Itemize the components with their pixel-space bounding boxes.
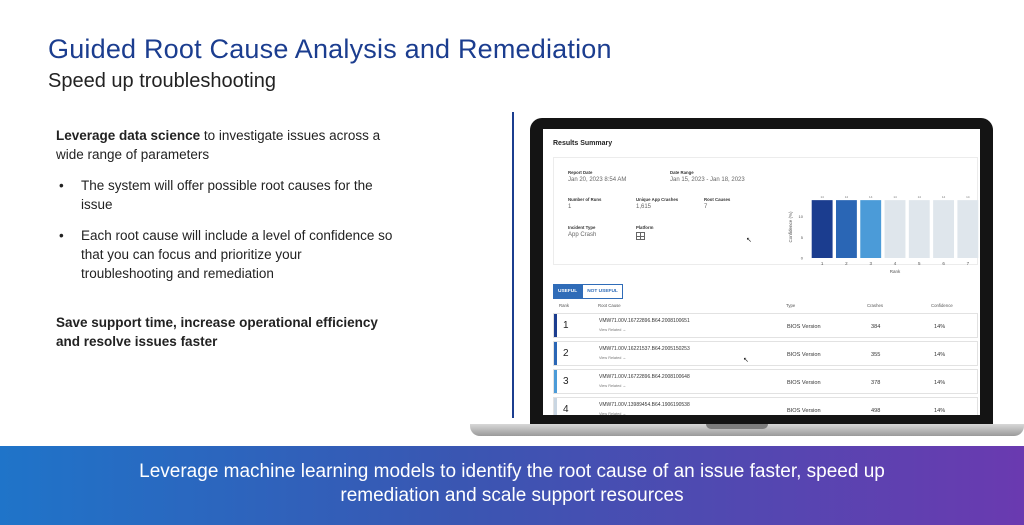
tab-useful[interactable]: USEFUL [553,284,582,299]
bullet-item: • Each root cause will include a level of confidence so that you can focus and prioritize your troubleshooting and remediation [56,226,396,283]
crashes-value: 355 [871,352,881,358]
col-crashes: Crashes [867,303,884,308]
x-tick-label: 1 [820,261,824,266]
view-related-link[interactable]: View Related → [599,412,627,415]
incident-type-field [568,225,596,238]
chart-bar [957,200,978,258]
page-title: Guided Root Cause Analysis and Remediation [48,34,612,64]
platform-label: Platform [636,225,654,230]
crashes-value: 378 [871,380,881,386]
x-tick-label: 6 [942,261,945,266]
lead-paragraph [56,126,396,164]
table-header [553,303,978,311]
col-type: Type [786,303,796,308]
save-statement: Save support time, increase operational efficiency and resolve issues faster [56,315,378,349]
bar-data-label: 14 [941,195,946,200]
chart-bar [836,200,857,258]
divider-line [512,112,514,418]
bar-data-label: 14 [869,195,873,200]
report-date-field [568,170,626,183]
laptop-mockup [530,118,993,424]
view-related-link[interactable]: View Related → [599,384,627,388]
table-row[interactable] [553,397,978,415]
date-range-value: Jan 15, 2023 - Jan 18, 2023 [670,177,745,183]
runs-label: Number of Runs [568,197,602,202]
crashes-value: 498 [871,408,881,414]
chart-bar [812,200,833,258]
date-range-label: Date Range [670,170,694,175]
mouse-cursor-icon: ↖ [743,357,749,364]
root-causes-value: 7 [704,204,708,210]
x-tick-label: 7 [966,261,970,266]
rank-number: 4 [563,404,569,415]
confidence-value: 14% [934,324,946,330]
rank-color-bar [554,342,557,365]
bar-data-label: 14 [844,195,849,200]
laptop-screen [543,129,980,415]
crashes-value: 384 [871,324,881,330]
bar-data-label: 14 [893,195,897,200]
x-tick-label: 2 [845,261,848,266]
chart-bar [860,200,881,258]
view-related-link[interactable]: View Related → [599,356,627,360]
x-axis-label: Rank [889,269,901,274]
rank-color-bar [554,398,557,415]
confidence-value: 14% [934,408,946,414]
rank-number: 3 [563,376,569,387]
feature-description [56,126,396,351]
bar-data-label: 14 [820,195,824,200]
unique-crashes-label: Unique App Crashes [636,197,679,202]
col-confidence: Confidence [931,303,953,308]
report-date-label: Report Date [568,170,593,175]
bottom-banner [0,446,1024,525]
page-subtitle: Speed up troubleshooting [48,70,276,92]
y-tick-label: 10 [798,214,803,220]
col-rank: Rank [559,303,570,308]
usefulness-tabs [553,284,623,299]
type-value: BIOS Version [787,408,821,414]
bullet-list [56,176,396,283]
bar-data-label: 14 [917,195,921,200]
view-related-link[interactable]: View Related → [599,328,627,332]
summary-panel [553,157,978,274]
banner-text [40,460,984,508]
type-value: BIOS Version [787,380,821,386]
rank-color-bar [554,314,557,337]
rank-number: 2 [563,348,569,359]
root-cause-value: VMW71.00V.16722896.B64.2008100651 [599,318,690,324]
y-tick-label: 0 [800,255,803,261]
banner-line-1: Leverage machine learning models to identify the root cause of an issue faster, speed up [139,461,885,482]
mouse-cursor-icon: ↖ [746,237,752,244]
table-row[interactable] [553,369,978,394]
root-cause-value: VMW71.00V.13989454.B64.1906190538 [599,402,690,408]
y-tick-label: 5 [800,234,803,240]
rank-color-bar [554,370,557,393]
chart-bar [885,200,906,258]
y-axis-label: Confidence (%) [788,211,793,243]
platform-field [636,225,653,242]
date-range-field [670,170,745,183]
root-causes-label: Root Causes [704,197,731,202]
confidence-value: 14% [934,352,946,358]
lead-bold: Leverage data science [56,128,201,143]
unique-crashes-field [636,197,678,210]
laptop-notch [706,424,768,429]
results-summary-title: Results Summary [553,140,613,147]
table-row[interactable] [553,341,978,366]
unique-crashes-value: 1,615 [636,204,652,210]
lead-rest: to investigate issues across a wide range of parameters [56,128,381,162]
x-tick-label: 4 [893,261,897,266]
x-tick-label: 5 [918,261,921,266]
report-date-value: Jan 20, 2023 8:54 AM [568,177,627,183]
confidence-bar-chart [784,188,980,278]
x-tick-label: 3 [869,261,872,266]
type-value: BIOS Version [787,352,821,358]
root-cause-value: VMW71.00V.16722896.B64.2008100648 [599,374,690,380]
root-causes-field [704,197,730,210]
runs-field [568,197,601,210]
confidence-value: 14% [934,380,946,386]
tab-not-useful[interactable]: NOT USEFUL [582,284,623,299]
windows-icon [636,232,645,240]
col-root-cause: Root Cause [598,303,621,308]
root-cause-value: VMW71.00V.16221537.B64.2005150253 [599,346,690,352]
table-row[interactable] [553,313,978,338]
chart-bar [933,200,954,258]
bullet-item: • The system will offer possible root causes for the issue [56,176,396,214]
incident-type-value: App Crash [568,232,597,238]
chart-bar [909,200,930,258]
type-value: BIOS Version [787,324,821,330]
runs-value: 1 [568,204,572,210]
bar-data-label: 14 [966,195,970,200]
rank-number: 1 [563,320,569,331]
banner-line-2: remediation and scale support resources [340,485,684,506]
incident-type-label: Incident Type [568,225,596,230]
